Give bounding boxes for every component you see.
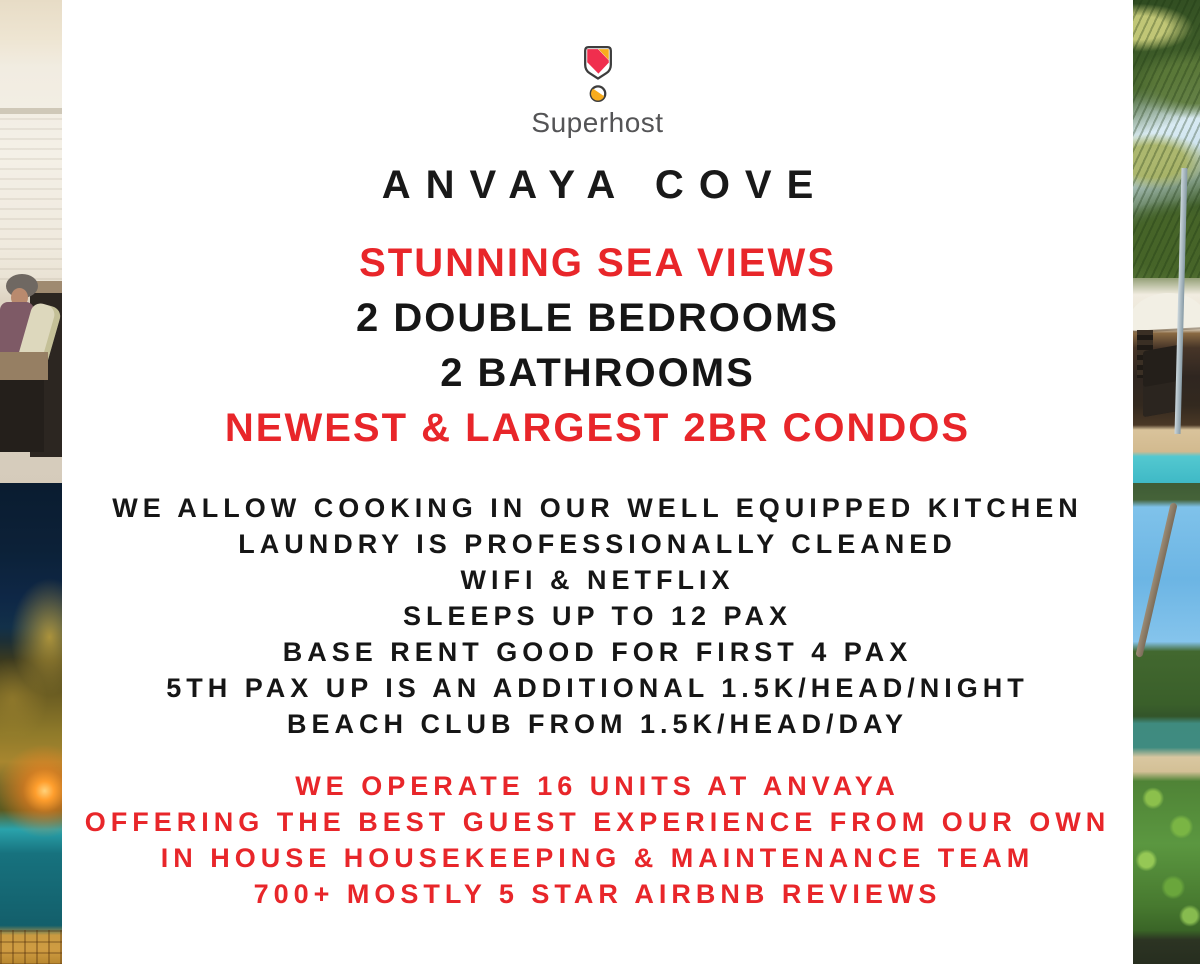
- stone-pool-deck: [0, 930, 62, 964]
- hero-line-condos: NEWEST & LARGEST 2BR CONDOS: [224, 406, 971, 450]
- hero-line-bathrooms: 2 BATHROOMS: [440, 351, 755, 395]
- patio-umbrella: [1133, 291, 1200, 331]
- highlight-line: OFFERING THE BEST GUEST EXPERIENCE FROM OUR OWN: [84, 807, 1111, 837]
- photo-living-room-interior: [0, 0, 62, 483]
- feature-line: 5TH PAX UP IS AN ADDITIONAL 1.5K/HEAD/NIGHT: [166, 673, 1029, 703]
- feature-line: BEACH CLUB FROM 1.5K/HEAD/DAY: [286, 709, 909, 739]
- highlight-line: WE OPERATE 16 UNITS AT ANVAYA: [295, 771, 900, 801]
- card-content: [62, 0, 1133, 964]
- feature-list: [62, 490, 1133, 742]
- superhost-medal-icon: [577, 44, 619, 104]
- palm-fronds: [1133, 0, 1200, 278]
- feature-line: LAUNDRY IS PROFESSIONALLY CLEANED: [238, 529, 957, 559]
- lounge-chair: [1143, 345, 1179, 417]
- sofa-base: [0, 380, 44, 452]
- page-title: ANVAYA COVE: [381, 163, 829, 207]
- feature-line: WIFI & NETFLIX: [460, 565, 735, 595]
- photo-beach-cove-with-palms: [1133, 483, 1200, 964]
- superhost-label: Superhost: [531, 107, 664, 138]
- feature-line: WE ALLOW COOKING IN OUR WELL EQUIPPED KITCHEN: [112, 493, 1083, 523]
- foreground-foliage: [1133, 773, 1200, 941]
- palm-trunk: [1135, 502, 1177, 658]
- highlight-line: 700+ MOSTLY 5 STAR AIRBNB REVIEWS: [253, 879, 942, 909]
- window-blinds: [0, 118, 62, 288]
- feature-line: SLEEPS UP TO 12 PAX: [402, 601, 793, 631]
- ceiling-edge: [0, 108, 62, 114]
- photo-night-pool-with-lit-palm: [0, 483, 62, 964]
- hero-headlines: [62, 236, 1133, 456]
- highlight-line: IN HOUSE HOUSEKEEPING & MAINTENANCE TEAM: [160, 843, 1035, 873]
- feature-line: BASE RENT GOOD FOR FIRST 4 PAX: [282, 637, 913, 667]
- photo-poolside-palms-umbrella: [1133, 0, 1200, 483]
- sofa-seat-cushion: [0, 352, 48, 380]
- hero-line-sea-views: STUNNING SEA VIEWS: [359, 241, 836, 285]
- highlight-list: [62, 768, 1133, 912]
- hero-line-bedrooms: 2 DOUBLE BEDROOMS: [356, 296, 839, 340]
